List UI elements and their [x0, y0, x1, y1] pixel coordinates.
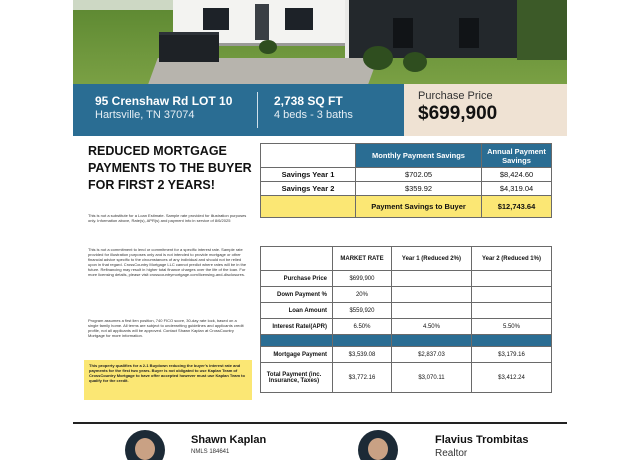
agent-detail-kaplan: NMLS 184641	[191, 449, 230, 455]
beds-baths: 4 beds - 3 baths	[274, 109, 353, 121]
rate-comparison-table	[260, 246, 552, 393]
agent-avatar-kaplan	[125, 430, 165, 460]
table-row: Loan Amount $559,920	[261, 303, 552, 319]
table-row: Savings Year 1 $702.05 $8,424.60	[261, 168, 552, 182]
agent-avatar-trombitas	[358, 430, 398, 460]
fine-print-2: This is not a commitment to lend or commitment for a specific interest rate. Sample rate provided for illustration purposes only and is not intended to provide mortgage or other financial advice specific to the circumstances of any individual and should not be relied upon in that regard. CrossCountry Mortgage LLC cannot predict where rates will be in the future. Refinancing may result in higher total finance charges over the life of the loan. For more licensing details, please visit crosscountrymortgage.com/licensing-and-disclosures.	[88, 247, 247, 277]
rate-header-year2: Year 2 (Reduced 1%)	[471, 247, 551, 271]
price-label: Purchase Price	[418, 90, 493, 102]
buydown-note: This property qualifies for a 2-1 Buydown reducing the buyer's interest rate and payments for the first two years. Buyer is not obligated to use Kaplan Team of CrossCountry Mortgage to have offer accepted however must use Kaplan Team to qualify for the credit.	[84, 360, 252, 400]
price-value: $699,900	[418, 103, 498, 124]
savings-header-monthly: Monthly Payment Savings	[356, 144, 482, 168]
savings-table	[260, 143, 552, 218]
savings-total-row	[261, 196, 552, 218]
table-row: Down Payment % 20%	[261, 287, 552, 303]
agent-name-trombitas: Flavius Trombitas	[435, 434, 529, 446]
headline: REDUCED MORTGAGE PAYMENTS TO THE BUYER FOR FIRST 2 YEARS!	[88, 144, 252, 192]
table-row: Savings Year 2 $359.92 $4,319.04	[261, 182, 552, 196]
flyer-page	[73, 0, 567, 460]
agent-detail-trombitas: Realtor	[435, 448, 468, 459]
address-line-1: 95 Crenshaw Rd LOT 10	[95, 94, 233, 108]
dumpster	[159, 32, 219, 62]
fine-print-3: Program assumes a first lien position, 740 FICO score, 30-day rate lock, based on a single family home. All terms are subject to underwriting guidelines and applicants credit profile, not all applicants will be approved. Contact Shawn Kaplan at CrossCountry Mortgage for more information.	[88, 318, 244, 338]
savings-total-label: Payment Savings to Buyer	[356, 196, 482, 218]
square-footage: 2,738 SQ FT	[274, 94, 343, 108]
fine-print-1: This is not a substitute for a Loan Estimate. Sample rate provided for illustration purposes only. Information above, Rate(s), APR(s) and payment info in service of 8/6/2025	[88, 213, 247, 223]
purchase-price-box	[404, 84, 567, 136]
mortgage-payment-row: Mortgage Payment $3,539.08 $2,837.03 $3,179.16	[261, 347, 552, 363]
rate-header-market: MARKET RATE	[333, 247, 392, 271]
footer-divider	[73, 422, 567, 424]
savings-header-annual: Annual Payment Savings	[482, 144, 552, 168]
total-payment-row: Total Payment (inc. Insurance, Taxes) $3,772.16 $3,070.11 $3,412.24	[261, 363, 552, 393]
table-row: Purchase Price $699,900	[261, 271, 552, 287]
rate-header-year1: Year 1 (Reduced 2%)	[391, 247, 471, 271]
savings-total-value: $12,743.64	[482, 196, 552, 218]
property-photo	[73, 0, 567, 84]
address-line-2: Hartsville, TN 37074	[95, 109, 195, 121]
agent-name-kaplan: Shawn Kaplan	[191, 434, 267, 446]
table-divider-row	[261, 335, 552, 347]
table-row: Interest Rate/(APR) 6.50% 4.50% 5.50%	[261, 319, 552, 335]
